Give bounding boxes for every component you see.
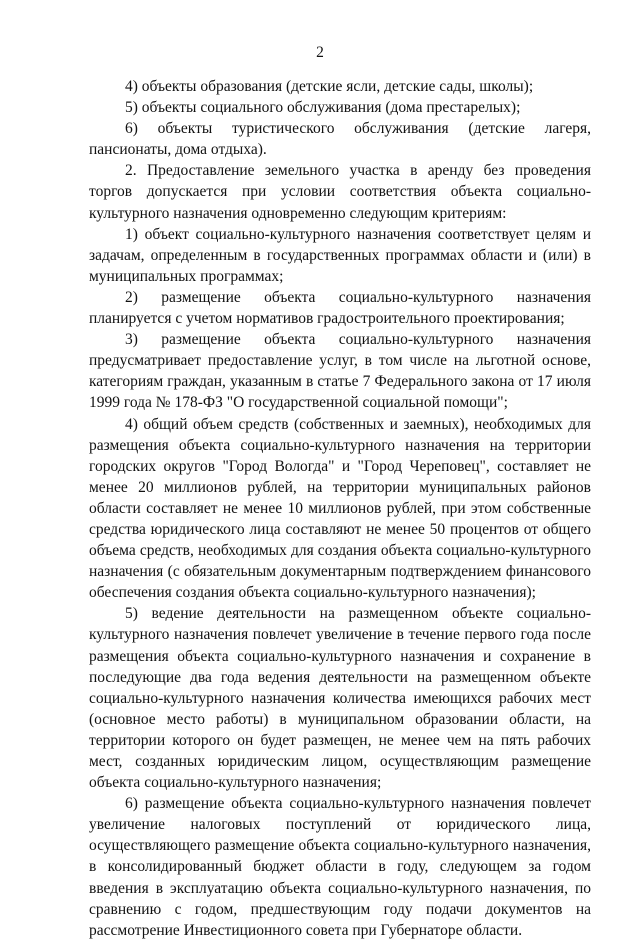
- criterion-1: 1) объект социально-культурного назначения соответствует целям и задачам, определенным в государственных программах области и (или) в муниципальных программах;: [89, 225, 591, 285]
- criterion-2: 2) размещение объекта социально-культурного назначения планируется с учетом нормативов градостроительного проектирования;: [89, 288, 591, 328]
- list-item-5-social-service: 5) объекты социального обслуживания (дома престарелых);: [125, 99, 521, 117]
- document-body: [89, 76, 591, 941]
- criterion-5: 5) ведение деятельности на размещенном объекте социально-культурного назначения повлечет увеличение в течение первого года после размещения объекта социально-культурного назначения и сохранение в последующие два года ведения деятельности на размещенном объекте социально-культурного назначения количества имеющихся рабочих мест (основное место работы) в муниципальном образовании области, на территории которого он будет размещен, не менее чем на пять рабочих мест, созданных юридическим лицом, осуществляющим размещение объекта социально-культурного назначения;: [89, 605, 591, 792]
- page-number: 2: [316, 44, 324, 61]
- criterion-3: 3) размещение объекта социально-культурного назначения предусматривает предоставление услуг, в том числе на льготной основе, категориям граждан, указанным в статье 7 Федерального закона от 17 июля 1999 года № 178-ФЗ "О государственной социальной помощи";: [89, 331, 591, 412]
- criterion-4: 4) общий объем средств (собственных и заемных), необходимых для размещения объекта социально-культурного назначения на территории городских округов "Город Вологда" и "Город Череповец", составляет не менее 20 миллионов рублей, на территории муниципальных районов области составляет не менее 10 миллионов рублей, при этом собственные средства юридического лица составляют не менее 50 процентов от общего объема средств, необходимых для создания объекта социально-культурного назначения (с обязательным документарным подтверждением финансового обеспечения создания объекта социально-культурного назначения);: [89, 415, 591, 602]
- list-item-6-tourism: 6) объекты туристического обслуживания (детские лагеря, пансионаты, дома отдыха).: [89, 120, 591, 159]
- list-item-4-education: 4) объекты образования (детские ясли, детские сады, школы);: [125, 78, 534, 95]
- criterion-6: 6) размещение объекта социально-культурного назначения повлечет увеличение налоговых поступлений от юридического лица, осуществляющего размещение объекта социально-культурного назначения, в консолидированный бюджет области в году, следующем за годом введения в эксплуатацию объекта социально-культурного назначения, по сравнению с годом, предшествующим году подачи документов на рассмотрение Инвестиционного совета при Губернаторе области.: [89, 795, 591, 939]
- clause-2-intro: 2. Предоставление земельного участка в аренду без проведения торгов допускается при условии соответствия объекта социально-культурного назначения одновременно следующим критериям:: [89, 162, 591, 222]
